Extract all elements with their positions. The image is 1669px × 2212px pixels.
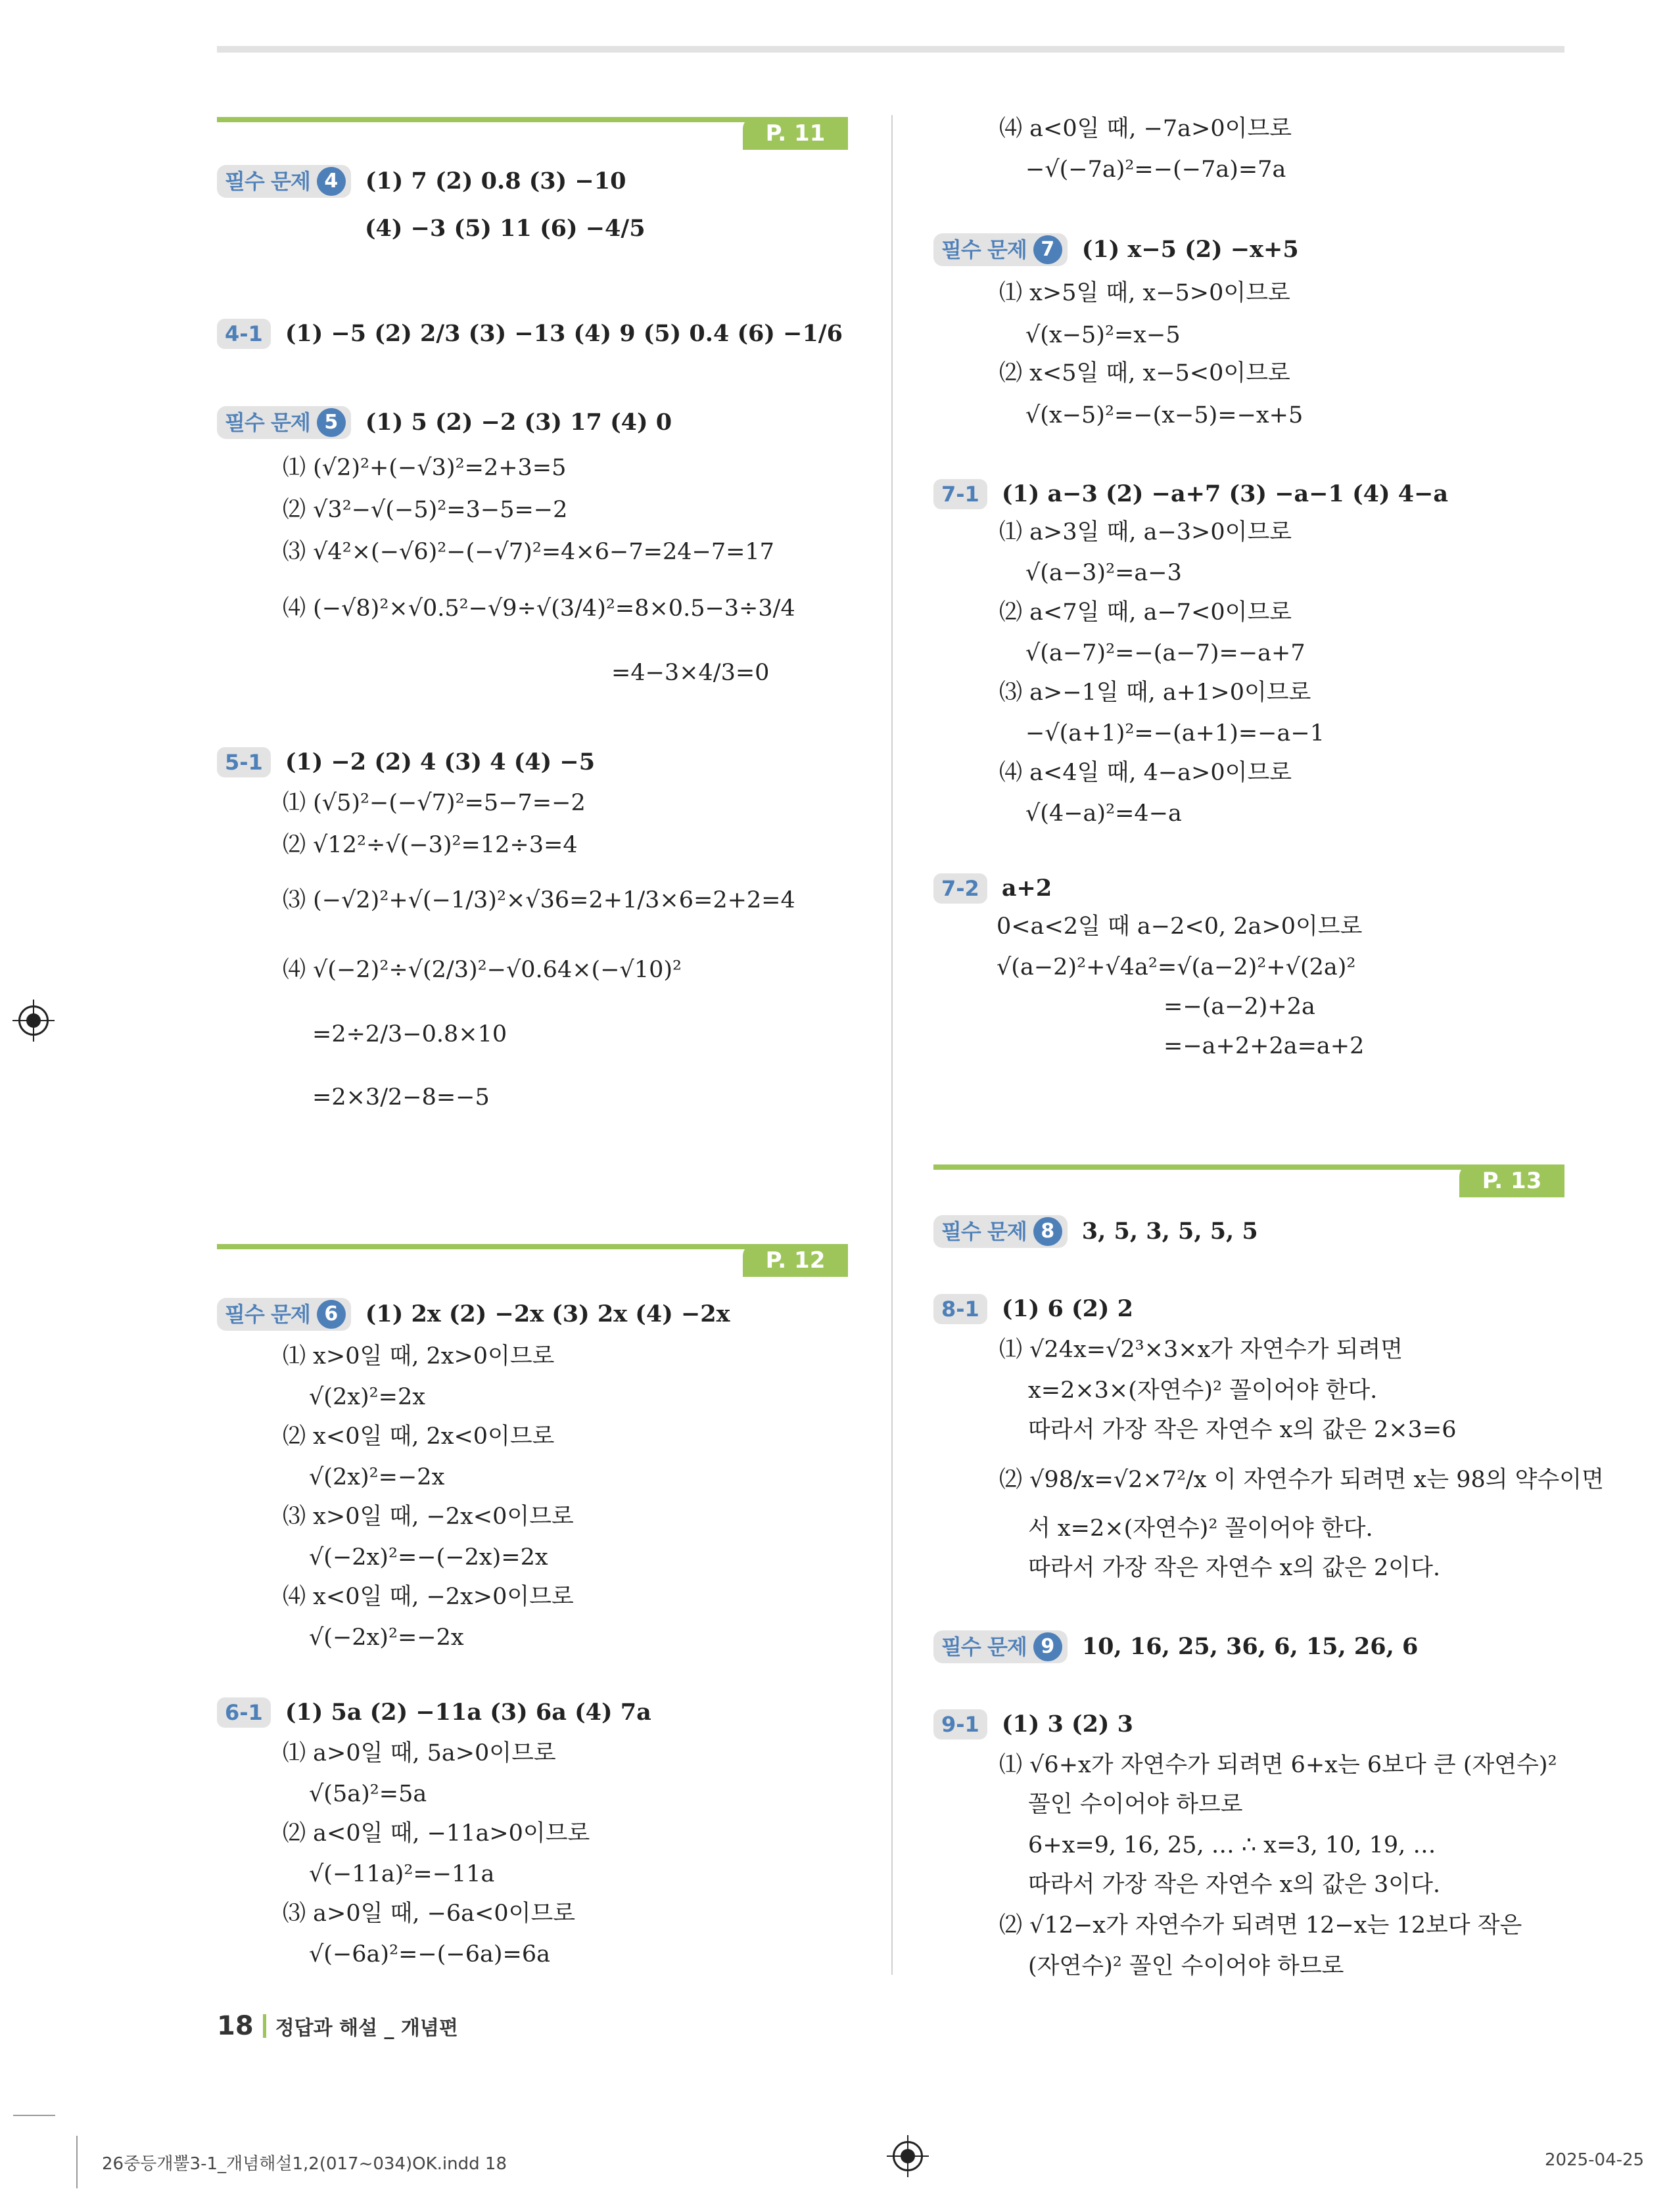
solution-line: ⑵ √3²−√(−5)²=3−5=−2 <box>283 497 568 523</box>
registration-mark-icon <box>18 1005 49 1036</box>
ex9-header <box>933 1628 1418 1665</box>
q8-1-answers: (1) 6 (2) 2 <box>1001 1295 1134 1322</box>
solution-line: ⑵ a<7일 때, a−7<0이므로 <box>999 599 1292 626</box>
solution-line: 0<a<2일 때 a−2<0, 2a>0이므로 <box>997 913 1363 940</box>
solution-line: ⑷ a<4일 때, 4−a>0이므로 <box>999 760 1292 786</box>
solution-line: ⑶ a>0일 때, −6a<0이므로 <box>283 1901 576 1927</box>
ex6-answers: (1) 2x (2) −2x (3) 2x (4) −2x <box>365 1301 730 1327</box>
solution-line: (자연수)² 꼴인 수이어야 하므로 <box>1028 1953 1344 1979</box>
solution-line: ⑷ (−√8)²×√0.5²−√9÷√(3/4)²=8×0.5−3÷3/4 <box>283 595 795 622</box>
solution-line: ⑴ √6+x가 자연수가 되려면 6+x는 6보다 큰 (자연수)² <box>999 1752 1557 1778</box>
solution-line: =2×3/2−8=−5 <box>312 1084 490 1111</box>
ex8-header <box>933 1213 1258 1250</box>
solution-line: ⑴ a>0일 때, 5a>0이므로 <box>283 1740 556 1766</box>
solution-line: √(2x)²=2x <box>309 1384 425 1410</box>
trim-mark <box>13 2115 55 2116</box>
page-tag-p13: P. 13 <box>1459 1164 1564 1197</box>
q9-1-header <box>933 1706 1133 1743</box>
problem-number-badge: 7-1 <box>933 479 987 509</box>
solution-line: √(a−2)²+√4a²=√(a−2)²+√(2a)² <box>997 954 1356 980</box>
q4-1-answers: (1) −5 (2) 2/3 (3) −13 (4) 9 (5) 0.4 (6) −1/6 <box>285 320 843 347</box>
solution-line: √(a−7)²=−(a−7)=−a+7 <box>1025 640 1305 666</box>
solution-line: 따라서 가장 작은 자연수 x의 값은 2×3=6 <box>1028 1417 1457 1443</box>
solution-line: √(4−a)²=4−a <box>1025 800 1182 827</box>
q5-1-answers: (1) −2 (2) 4 (3) 4 (4) −5 <box>285 749 596 775</box>
solution-line: ⑶ √4²×(−√6)²−(−√7)²=4×6−7=24−7=17 <box>283 539 774 565</box>
q6-1-answers: (1) 5a (2) −11a (3) 6a (4) 7a <box>285 1699 651 1726</box>
problem-number-badge: 4-1 <box>217 319 271 349</box>
solution-line: ⑵ √12²÷√(−3)²=12÷3=4 <box>283 832 578 858</box>
solution-line: x=2×3×(자연수)² 꼴이어야 한다. <box>1028 1377 1378 1404</box>
solution-line: =4−3×4/3=0 <box>611 660 770 686</box>
required-problem-badge: 필수 문제 4 <box>217 165 351 198</box>
ex4-answers-line1: (1) 7 (2) 0.8 (3) −10 <box>365 168 626 195</box>
q7-2-answers: a+2 <box>1001 875 1052 902</box>
q7-1-header <box>933 476 1448 513</box>
slug-filename: 26중등개뿔3-1_개념해설1,2(017~034)OK.indd 18 <box>102 2154 507 2174</box>
solution-line: √(−11a)²=−11a <box>309 1861 495 1887</box>
column-divider <box>891 115 893 1975</box>
required-problem-badge: 필수 문제 8 <box>933 1215 1068 1248</box>
solution-line: ⑴ a>3일 때, a−3>0이므로 <box>999 519 1292 545</box>
solution-line: √(−6a)²=−(−6a)=6a <box>309 1941 550 1968</box>
solution-line: ⑷ a<0일 때, −7a>0이므로 <box>999 116 1292 142</box>
page-footer <box>217 2011 458 2041</box>
solution-line: ⑴ √24x=√2³×3×x가 자연수가 되려면 <box>999 1337 1403 1363</box>
page-tag-p11: P. 11 <box>743 117 848 150</box>
solution-line: √(−2x)²=−(−2x)=2x <box>309 1544 548 1571</box>
solution-line: 따라서 가장 작은 자연수 x의 값은 2이다. <box>1028 1555 1441 1581</box>
ex8-answers: 3, 5, 3, 5, 5, 5 <box>1081 1218 1258 1245</box>
footer-title: 정답과 해설 _ 개념편 <box>275 2017 458 2040</box>
registration-mark-icon <box>893 2141 923 2171</box>
required-problem-badge: 필수 문제 5 <box>217 406 351 439</box>
slug-date: 2025-04-25 <box>1545 2150 1645 2170</box>
solution-line: ⑴ (√2)²+(−√3)²=2+3=5 <box>283 455 567 481</box>
solution-line: −√(−7a)²=−(−7a)=7a <box>1025 156 1286 183</box>
required-problem-badge: 필수 문제 7 <box>933 233 1068 266</box>
solution-line: =2÷2/3−0.8×10 <box>312 1021 507 1048</box>
required-problem-badge: 필수 문제 9 <box>933 1630 1068 1663</box>
trim-mark <box>76 2136 78 2188</box>
solution-line: √(−2x)²=−2x <box>309 1624 464 1651</box>
ex6-header <box>217 1296 730 1333</box>
solution-line: ⑶ (−√2)²+√(−1/3)²×√36=2+1/3×6=2+2=4 <box>283 887 795 913</box>
solution-line: ⑶ a>−1일 때, a+1>0이므로 <box>999 680 1311 706</box>
solution-line: ⑴ x>0일 때, 2x>0이므로 <box>283 1343 555 1370</box>
ex4-answers-line2: (4) −3 (5) 11 (6) −4/5 <box>365 215 646 242</box>
solution-line: 꼴인 수이어야 하므로 <box>1028 1791 1243 1818</box>
solution-line: =−a+2+2a=a+2 <box>1164 1033 1365 1059</box>
solution-line: ⑵ a<0일 때, −11a>0이므로 <box>283 1820 590 1847</box>
q4-1-header <box>217 315 843 352</box>
q9-1-answers: (1) 3 (2) 3 <box>1001 1711 1134 1738</box>
solution-line: ⑵ √12−x가 자연수가 되려면 12−x는 12보다 작은 <box>999 1912 1522 1939</box>
solution-line: ⑴ x>5일 때, x−5>0이므로 <box>999 280 1290 306</box>
ex9-answers: 10, 16, 25, 36, 6, 15, 26, 6 <box>1081 1633 1419 1660</box>
required-problem-badge: 필수 문제 6 <box>217 1298 351 1331</box>
problem-number-badge: 8-1 <box>933 1294 987 1324</box>
problem-number-badge: 7-2 <box>933 873 987 904</box>
solution-line: ⑷ x<0일 때, −2x>0이므로 <box>283 1584 574 1610</box>
q7-1-answers: (1) a−3 (2) −a+7 (3) −a−1 (4) 4−a <box>1001 480 1449 507</box>
q6-1-header <box>217 1694 651 1731</box>
ex7-answers: (1) x−5 (2) −x+5 <box>1081 236 1299 263</box>
ex5-answers: (1) 5 (2) −2 (3) 17 (4) 0 <box>365 409 672 436</box>
solution-line: 서 x=2×(자연수)² 꼴이어야 한다. <box>1028 1515 1373 1542</box>
solution-line: ⑵ x<0일 때, 2x<0이므로 <box>283 1423 555 1450</box>
solution-line: √(2x)²=−2x <box>309 1464 445 1490</box>
top-rule <box>217 46 1564 53</box>
solution-line: 6+x=9, 16, 25, … ∴ x=3, 10, 19, … <box>1028 1832 1436 1858</box>
ex4-header <box>217 163 626 200</box>
q5-1-header <box>217 744 595 781</box>
solution-line: ⑶ x>0일 때, −2x<0이므로 <box>283 1504 574 1530</box>
problem-number-badge: 5-1 <box>217 747 271 777</box>
solution-line: √(x−5)²=−(x−5)=−x+5 <box>1025 402 1304 428</box>
solution-line: 따라서 가장 작은 자연수 x의 값은 3이다. <box>1028 1872 1441 1898</box>
problem-number-badge: 6-1 <box>217 1697 271 1728</box>
solution-line: =−(a−2)+2a <box>1164 994 1315 1020</box>
q7-2-header <box>933 870 1052 907</box>
solution-line: √(x−5)²=x−5 <box>1025 322 1181 348</box>
solution-line: ⑴ (√5)²−(−√7)²=5−7=−2 <box>283 790 586 816</box>
problem-number-badge: 9-1 <box>933 1709 987 1740</box>
page-number: 18 <box>217 2011 254 2041</box>
page-tag-p12: P. 12 <box>743 1244 848 1277</box>
solution-line: −√(a+1)²=−(a+1)=−a−1 <box>1025 720 1325 747</box>
solution-line: ⑷ √(−2)²÷√(2/3)²−√0.64×(−√10)² <box>283 957 682 983</box>
solution-line: ⑵ x<5일 때, x−5<0이므로 <box>999 360 1290 386</box>
solution-line: √(a−3)²=a−3 <box>1025 560 1182 586</box>
ex5-header <box>217 404 672 441</box>
solution-line: ⑵ √98/x=√2×7²/x 이 자연수가 되려면 x는 98의 약수이면 <box>999 1467 1604 1493</box>
footer-divider <box>263 2014 266 2038</box>
q8-1-header <box>933 1291 1133 1327</box>
ex7-header <box>933 231 1299 268</box>
solution-line: √(5a)²=5a <box>309 1781 427 1807</box>
